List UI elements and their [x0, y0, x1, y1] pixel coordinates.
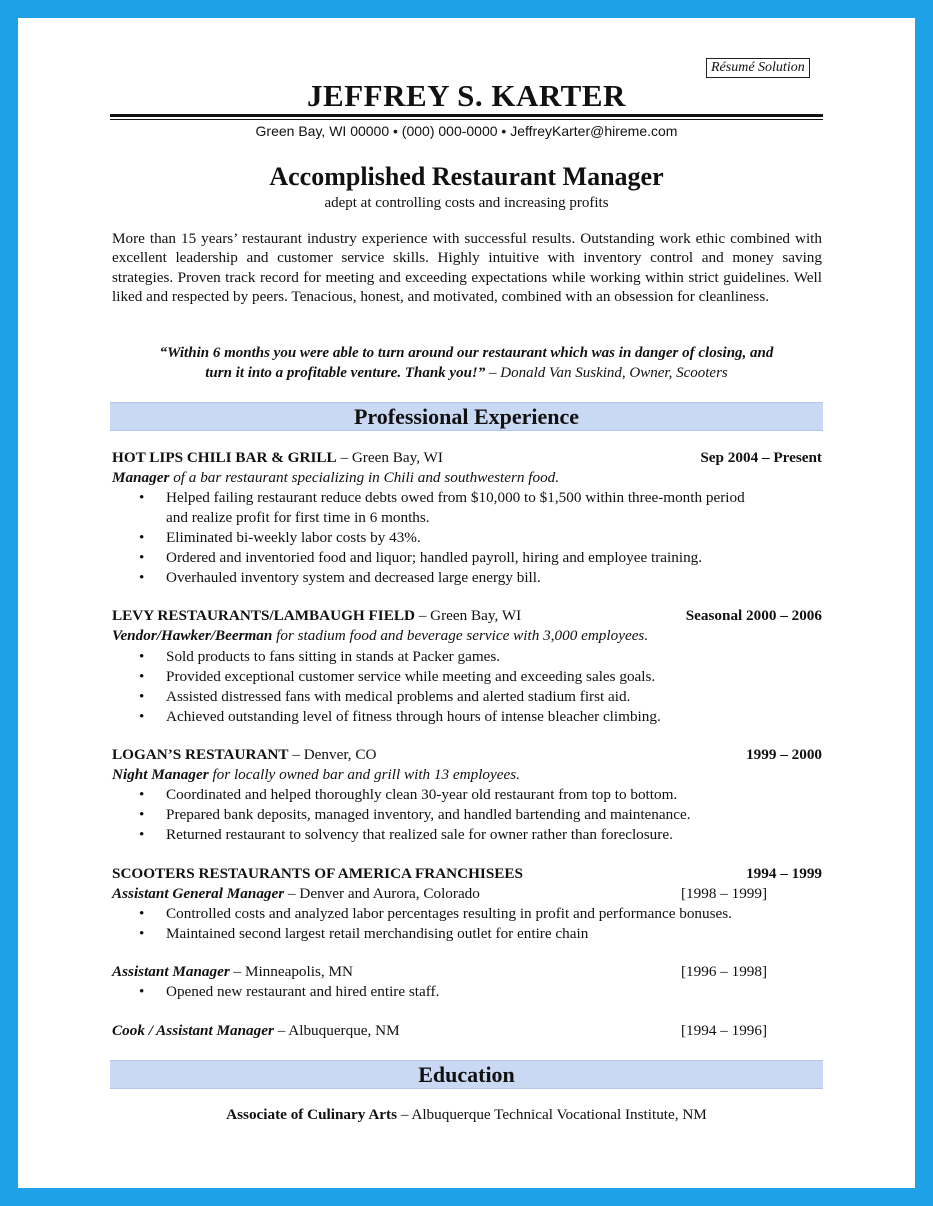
bullet-item: • Controlled costs and analyzed labor percentages resulting in profit and performance bonuses. [139, 905, 732, 922]
section-education: Education [110, 1060, 823, 1089]
bullet-item: • Returned restaurant to solvency that realized sale for owner rather than foreclosure. [139, 826, 673, 843]
bullet-dot-icon: • [139, 688, 145, 705]
bullet-dot-icon: • [139, 983, 145, 1000]
section-professional-experience: Professional Experience [110, 402, 823, 431]
testimonial-quote [18, 344, 915, 383]
position-title: Assistant Manager [112, 963, 230, 980]
bullet-item: • Sold products to fans sitting in stands at Packer games. [139, 648, 501, 665]
bullet-item: • Provided exceptional customer service while meeting and exceeding sales goals. [139, 668, 656, 685]
bullet-dot-icon: • [139, 549, 145, 566]
resume-solution-tag: Résumé Solution [706, 58, 810, 78]
position-dates: [1996 – 1998] [681, 963, 768, 980]
header-rule-thick [110, 114, 823, 117]
position-header [112, 1021, 822, 1041]
job-role-desc: for locally owned bar and grill with 13 employees. [208, 766, 520, 783]
job-company-line [112, 745, 376, 765]
bullet-item: • Assisted distressed fans with medical problems and alerted stadium first aid. [139, 688, 631, 705]
bullet-item: • Helped failing restaurant reduce debts owed from $10,000 to $1,500 within three-month period [139, 489, 745, 506]
job-dates: Sep 2004 – Present [700, 449, 822, 466]
position-dates: [1998 – 1999] [681, 885, 768, 902]
contact-line: Green Bay, WI 00000 • (000) 000-0000 • JeffreyKarter@hireme.com [255, 123, 678, 139]
quote-attribution: – Donald Van Suskind, Owner, Scooters [485, 364, 728, 381]
job-company-line [112, 606, 521, 626]
bullet-dot-icon: • [139, 925, 145, 942]
headline: Accomplished Restaurant Manager [269, 162, 664, 191]
position-line [112, 884, 480, 904]
job-location: – Green Bay, WI [336, 449, 443, 466]
bullet-item: • Overhauled inventory system and decreased large energy bill. [139, 569, 541, 586]
summary-paragraph: More than 15 years’ restaurant industry experience with successful results. Outstanding work ethic combined with excellent leadership and customer service skills. Highly intuitive with inventory control and money saving strategies. Proven track record for meeting and exceeding expectations while working within strict guidelines. Well liked and respected by peers. Tenacious, honest, and motivated, combined with an obsession for cleanliness. [112, 230, 822, 305]
position-title: Cook / Assistant Manager [112, 1022, 274, 1039]
job-role-desc: of a bar restaurant specializing in Chili and southwestern food. [169, 469, 560, 486]
bullet-dot-icon: • [139, 905, 145, 922]
job-dates: 1994 – 1999 [746, 865, 822, 882]
job-header [112, 448, 822, 468]
bullet-item: • Opened new restaurant and hired entire staff. [139, 983, 440, 1000]
job-dates: Seasonal 2000 – 2006 [685, 607, 822, 624]
tagline: adept at controlling costs and increasing profits [324, 195, 609, 211]
position-location: – Albuquerque, NM [273, 1022, 400, 1039]
job-role-line [112, 468, 559, 488]
position-header [112, 962, 822, 982]
bullet-item: • Maintained second largest retail merchandising outlet for entire chain [139, 925, 589, 942]
resume-page [18, 18, 915, 1188]
quote-line-2-bold: turn it into a profitable venture. Thank you!” [205, 364, 486, 381]
position-header [112, 884, 822, 904]
job-company: LEVY RESTAURANTS/LAMBAUGH FIELD [112, 607, 415, 624]
position-location: – Denver and Aurora, Colorado [284, 885, 480, 902]
bullet-dot-icon: • [139, 648, 145, 665]
bullet-item: • Coordinated and helped thoroughly clean 30-year old restaurant from top to bottom. [139, 786, 678, 803]
quote-line-1: “Within 6 months you were able to turn around our restaurant which was in danger of closing, and [159, 345, 774, 361]
job-header [112, 606, 822, 626]
bullet-dot-icon: • [139, 529, 145, 546]
quote-line-2 [18, 364, 915, 384]
bullet-dot-icon: • [139, 569, 145, 586]
bullet-item: • Achieved outstanding level of fitness through hours of intense bleacher climbing. [139, 708, 661, 725]
position-location: – Minneapolis, MN [229, 963, 353, 980]
position-line [112, 1021, 400, 1041]
job-location: – Denver, CO [288, 746, 377, 763]
bullet-dot-icon: • [139, 489, 145, 506]
position-line [112, 962, 353, 982]
position-title: Assistant General Manager [112, 885, 285, 902]
bullet-dot-icon: • [139, 826, 145, 843]
job-role-desc: for stadium food and beverage service with 3,000 employees. [272, 627, 649, 644]
candidate-name: JEFFREY S. KARTER [307, 78, 626, 113]
job-company-line [112, 448, 443, 468]
position-dates: [1994 – 1996] [681, 1022, 768, 1039]
job-dates: 1999 – 2000 [746, 746, 822, 763]
education-school: – Albuquerque Technical Vocational Institute, NM [397, 1106, 707, 1123]
education-degree: Associate of Culinary Arts [226, 1106, 398, 1123]
job-company: SCOOTERS RESTAURANTS OF AMERICA FRANCHISEES [112, 865, 523, 882]
job-header [112, 745, 822, 765]
header-rule-thin [110, 119, 823, 120]
job-company: HOT LIPS CHILI BAR & GRILL [112, 449, 337, 466]
job-role: Manager [112, 469, 170, 486]
job-header [112, 864, 822, 884]
job-role: Night Manager [112, 766, 209, 783]
bullet-item: • Eliminated bi-weekly labor costs by 43%. [139, 529, 421, 546]
bullet-item: • Prepared bank deposits, managed inventory, and handled bartending and maintenance. [139, 806, 691, 823]
bullet-dot-icon: • [139, 668, 145, 685]
job-company: LOGAN’S RESTAURANT [112, 746, 289, 763]
bullet-item: • Ordered and inventoried food and liquor; handled payroll, hiring and employee training. [139, 549, 703, 566]
job-location: – Green Bay, WI [414, 607, 522, 624]
education-entry [18, 1105, 915, 1125]
job-role-line [112, 626, 648, 646]
job-role-line [112, 765, 520, 785]
bullet-dot-icon: • [139, 806, 145, 823]
job-role: Vendor/Hawker/Beerman [112, 627, 273, 644]
bullet-continuation: and realize profit for first time in 6 months. [166, 509, 430, 526]
bullet-dot-icon: • [139, 786, 145, 803]
bullet-dot-icon: • [139, 708, 145, 725]
